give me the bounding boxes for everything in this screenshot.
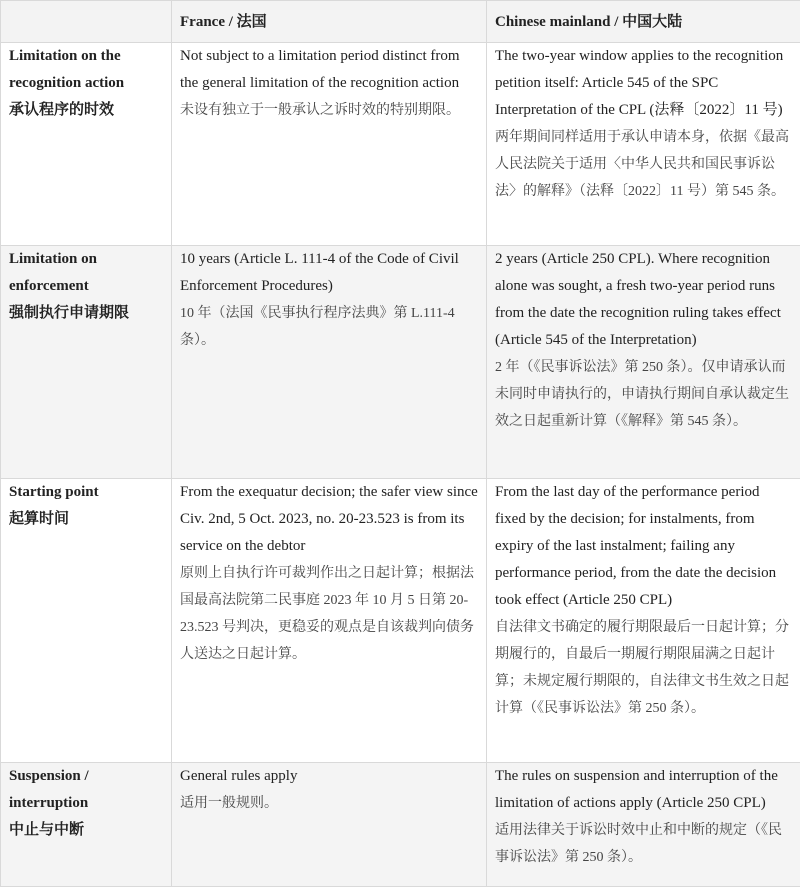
france-text-zh: 原则上自执行许可裁判作出之日起计算；根据法国最高法院第二民事庭 2023 年 10 月 5 日第 20-23.523 号判决，更稳妥的观点是自该裁判向债务人送达之日起计算。: [180, 566, 474, 662]
france-text-en: Not subject to a limitation period distinct from the general limitation of the recognition action: [180, 48, 460, 91]
row-label-zh: 中止与中断: [9, 822, 85, 838]
row-label-en: Limitation on enforcement: [9, 251, 97, 294]
france-text-en: General rules apply: [180, 768, 298, 784]
france-text-en: From the exequatur decision; the safer view since Civ. 2nd, 5 Oct. 2023, no. 20-23.523 is from its service on the debtor: [180, 484, 478, 554]
header-row: [1, 1, 800, 43]
row-label-zh: 强制执行申请期限: [9, 305, 130, 321]
france-cell: [172, 763, 487, 887]
france-text-zh: 10 年（法国《民事执行程序法典》第 L.111-4 条）。: [180, 306, 455, 348]
table-row: [1, 763, 800, 887]
china-cell: [487, 246, 800, 479]
row-label: [1, 246, 172, 479]
china-text-en: From the last day of the performance period fixed by the decision; for instalments, from expiry of the last instalment; failing any performance period, from the date the decision took effect (Article 250 CPL): [495, 484, 777, 608]
header-blank: [1, 1, 172, 43]
france-cell: [172, 246, 487, 479]
france-cell: [172, 43, 487, 246]
france-text-zh: 适用一般规则。: [180, 796, 278, 811]
china-text-en: The rules on suspension and interruption of the limitation of actions apply (Article 250 CPL): [495, 768, 778, 811]
china-cell: [487, 763, 800, 887]
france-text-zh: 未设有独立于一般承认之诉时效的特别期限。: [180, 103, 460, 118]
china-text-zh: 两年期间同样适用于承认申请本身，依据《最高人民法院关于适用〈中华人民共和国民事诉讼法〉的解释》（法释〔2022〕11 号）第 545 条。: [495, 130, 789, 199]
china-text-en: The two-year window applies to the recognition petition itself: Article 545 of the SPC Interpretation of the CPL (法释〔2022〕11 号): [495, 48, 784, 118]
china-cell: [487, 479, 800, 763]
table-row: [1, 479, 800, 763]
china-cell: [487, 43, 800, 246]
china-text-zh: 自法律文书确定的履行期限最后一日起计算；分期履行的，自最后一期履行期限届满之日起计算；未规定履行期限的，自法律文书生效之日起计算（《民事诉讼法》第 250 条）。: [495, 620, 789, 716]
table-header: [1, 1, 800, 43]
table-row: [1, 43, 800, 246]
france-cell: [172, 479, 487, 763]
china-text-zh: 适用法律关于诉讼时效中止和中断的规定（《民事诉讼法》第 250 条）。: [495, 823, 782, 865]
row-label-en: Starting point: [9, 484, 99, 500]
row-label-en: Limitation on the recognition action: [9, 48, 125, 91]
row-label-en: Suspension / interruption: [9, 768, 89, 811]
china-text-en: 2 years (Article 250 CPL). Where recognition alone was sought, a fresh two-year period runs from the date the recognition ruling takes effect (Article 545 of the Interpretation): [495, 251, 781, 348]
france-text-en: 10 years (Article L. 111-4 of the Code of Civil Enforcement Procedures): [180, 251, 459, 294]
row-label: [1, 763, 172, 887]
row-label: [1, 479, 172, 763]
header-france: France / 法国: [172, 1, 487, 43]
china-text-zh: 2 年（《民事诉讼法》第 250 条）。仅申请承认而未同时申请执行的，申请执行期间自承认裁定生效之日起重新计算（《解释》第 545 条）。: [495, 360, 789, 429]
row-label-zh: 承认程序的时效: [9, 102, 115, 118]
table-row: [1, 246, 800, 479]
header-china: Chinese mainland / 中国大陆: [487, 1, 800, 43]
row-label-zh: 起算时间: [9, 511, 70, 527]
row-label: [1, 43, 172, 246]
